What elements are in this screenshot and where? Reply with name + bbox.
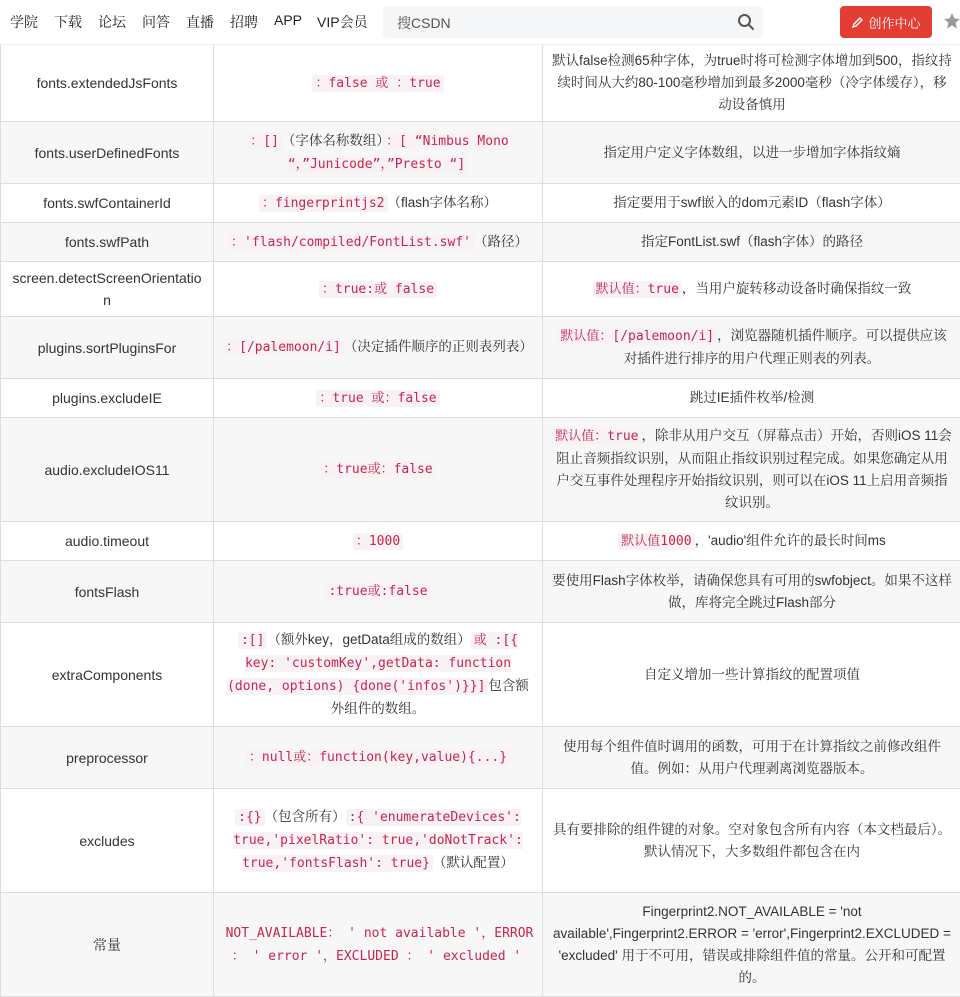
nav-item-app[interactable]: APP: [274, 12, 302, 28]
option-name-cell: audio.excludeIOS11: [1, 418, 214, 522]
option-name-cell: plugins.excludeIE: [1, 379, 214, 418]
nav-item-qa[interactable]: 问答: [142, 12, 170, 32]
inline-code: :true或:false: [325, 583, 430, 600]
nav-item-forum[interactable]: 论坛: [98, 12, 126, 32]
cell-text: （默认配置）: [433, 855, 514, 870]
option-description-cell: [543, 184, 960, 223]
inline-code: NOT_AVAILABLE： ' not available '，ERROR ： ' error '，EXCLUDED ： ' excluded ': [223, 925, 534, 965]
option-description-cell: [543, 122, 960, 184]
nav-item-academy[interactable]: 学院: [10, 12, 38, 32]
search-button[interactable]: [729, 6, 763, 38]
table-row: [1, 122, 960, 184]
cell-text: （flash字体名称）: [388, 195, 498, 210]
option-value-cell: [214, 623, 543, 727]
option-description-cell: [543, 623, 960, 727]
option-description-cell: [543, 223, 960, 262]
cell-text: ，当用户旋转移动设备时确保指纹一致: [682, 281, 912, 296]
table-row: [1, 623, 960, 727]
cell-text: （额外key，getData组成的数组）: [267, 632, 470, 647]
cell-text: 指定用户定义字体数组，以进一步增加字体指纹熵: [604, 145, 901, 160]
table-row: [1, 262, 960, 317]
option-value-cell: [214, 789, 543, 893]
config-options-table: [0, 44, 960, 997]
option-name-cell: preprocessor: [1, 727, 214, 789]
favorite-button[interactable]: [943, 12, 960, 35]
inline-code: 默认值：true: [552, 428, 641, 445]
inline-code: 默认值：true: [593, 281, 682, 298]
cell-text: 指定FontList.swf（flash字体）的路径: [641, 234, 863, 249]
create-center-button[interactable]: [840, 6, 932, 38]
cell-text: （决定插件顺序的正则表列表）: [344, 339, 533, 354]
cell-text: 跳过IE插件枚举/检测: [690, 390, 815, 405]
option-description-cell: [543, 727, 960, 789]
cell-text: 使用每个组件值时调用的函数，可用于在计算指纹之前修改组件值。例如：从用户代理剥离浏览器版本。: [563, 739, 941, 776]
table-row: [1, 184, 960, 223]
option-value-cell: [214, 893, 543, 997]
option-name-cell: screen.detectScreenOrientation: [1, 262, 214, 317]
option-value-cell: [214, 418, 543, 522]
option-value-cell: [214, 561, 543, 623]
option-description-cell: [543, 789, 960, 893]
cell-text: ，'audio'组件允许的最长时间ms: [695, 533, 886, 548]
cell-text: ，除非从用户交互（屏幕点击）开始，否则iOS 11会阻止音频指纹识别，从而阻止指纹识别过程完成。如果您确定从用户交互事件处理程序开始指纹识别，则可以在iOS 11上启用音频指纹识别。: [556, 428, 952, 510]
inline-code: ：false 或 ：true: [312, 75, 443, 92]
option-value-cell: [214, 379, 543, 418]
inline-code: ：fingerprintjs2: [259, 195, 388, 212]
option-name-cell: audio.timeout: [1, 522, 214, 561]
option-description-cell: [543, 522, 960, 561]
cell-text: （路径）: [474, 234, 528, 249]
inline-code: ：[ “Nimbus Mono “，”Junicode”，”Presto “]: [288, 133, 509, 173]
option-name-cell: plugins.sortPluginsFor: [1, 317, 214, 379]
search-icon: [737, 13, 755, 31]
cell-text: 包含额外组件的数组。: [331, 678, 529, 716]
create-center-label: 创作中心: [868, 13, 920, 32]
inline-code: :{ 'enumerateDevices': true,'pixelRatio': true,'doNotTrack': true,'fontsFlash': true}: [233, 809, 523, 872]
option-name-cell: excludes: [1, 789, 214, 893]
option-name-cell: fonts.extendedJsFonts: [1, 45, 214, 122]
search-box: [383, 6, 763, 38]
option-description-cell: [543, 418, 960, 522]
pen-icon: [851, 16, 864, 29]
table-row: [1, 522, 960, 561]
table-row: [1, 223, 960, 262]
cell-text: 指定要用于swf嵌入的dom元素ID（flash字体）: [613, 195, 891, 210]
option-name-cell: fontsFlash: [1, 561, 214, 623]
inline-code: 或 :[{ key: 'customKey',getData: function (done, options) {done('infos')}}]: [227, 632, 518, 695]
inline-code: 默认值：[/palemoon/i]: [557, 328, 717, 345]
option-description-cell: [543, 893, 960, 997]
cell-text: ，浏览器随机插件顺序。可以提供应该对插件进行排序的用户代理正则表的列表。: [624, 328, 947, 366]
cell-text: Fingerprint2.NOT_AVAILABLE = 'not available',Fingerprint2.ERROR = 'error',Fingerprint2.EXCLUDED = 'excluded' 用于不可用，错误或排除组件值的常量。公开和可配置的。: [553, 904, 951, 985]
inline-code: 默认值1000: [618, 533, 694, 550]
table-row: [1, 45, 960, 122]
option-description-cell: [543, 379, 960, 418]
inline-code: ：'flash/compiled/FontList.swf': [228, 234, 474, 251]
table-row: [1, 418, 960, 522]
cell-text: （字体名称数组）: [282, 133, 383, 148]
cell-text: 要使用Flash字体枚举，请确保您具有可用的swfobject。如果不这样做，库将完全跳过Flash部分: [552, 573, 952, 610]
cell-text: 具有要排除的组件键的对象。空对象包含所有内容（本文档最后）。默认情况下，大多数组件都包含在内: [553, 822, 951, 859]
option-description-cell: [543, 262, 960, 317]
nav-item-jobs[interactable]: 招聘: [230, 12, 258, 32]
inline-code: :[]: [238, 632, 267, 649]
option-name-cell: fonts.userDefinedFonts: [1, 122, 214, 184]
inline-code: ：[/palemoon/i]: [223, 339, 344, 356]
option-name-cell: fonts.swfPath: [1, 223, 214, 262]
option-name-cell: 常量: [1, 893, 214, 997]
option-value-cell: [214, 184, 543, 223]
inline-code: ：1000: [353, 533, 403, 550]
table-row: [1, 789, 960, 893]
table-row: [1, 561, 960, 623]
inline-code: ：true 或：false: [316, 390, 439, 407]
option-name-cell: fonts.swfContainerId: [1, 184, 214, 223]
option-value-cell: [214, 262, 543, 317]
star-icon: [943, 12, 960, 30]
option-value-cell: [214, 727, 543, 789]
option-value-cell: [214, 317, 543, 379]
inline-code: ：null或：function(key,value){...}: [246, 749, 510, 766]
table-row: [1, 893, 960, 997]
nav-item-download[interactable]: 下载: [54, 12, 82, 32]
table-row: [1, 727, 960, 789]
cell-text: 默认false检测65种字体，为true时将可检测字体增加到500，指纹持续时间从大约80-100毫秒增加到最多2000毫秒（冷字体缓存），移动设备慎用: [552, 53, 952, 112]
option-description-cell: [543, 45, 960, 122]
option-description-cell: [543, 317, 960, 379]
table-row: [1, 379, 960, 418]
option-description-cell: [543, 561, 960, 623]
top-navigation-bar: [0, 0, 960, 45]
inline-code: ：true或：false: [320, 461, 435, 478]
option-value-cell: [214, 45, 543, 122]
option-value-cell: [214, 223, 543, 262]
option-value-cell: [214, 522, 543, 561]
inline-code: ：true:或 false: [319, 281, 437, 298]
table-row: [1, 317, 960, 379]
option-value-cell: [214, 122, 543, 184]
cell-text: 自定义增加一些计算指纹的配置项值: [644, 667, 860, 682]
nav-item-vip[interactable]: VIP会员: [317, 12, 368, 32]
search-input[interactable]: [395, 6, 729, 40]
inline-code: :{}: [235, 809, 264, 826]
config-table-body: [1, 45, 960, 997]
option-name-cell: extraComponents: [1, 623, 214, 727]
inline-code: ：[]: [247, 133, 282, 150]
cell-text: （包含所有）: [265, 809, 346, 824]
nav-item-live[interactable]: 直播: [186, 12, 214, 32]
